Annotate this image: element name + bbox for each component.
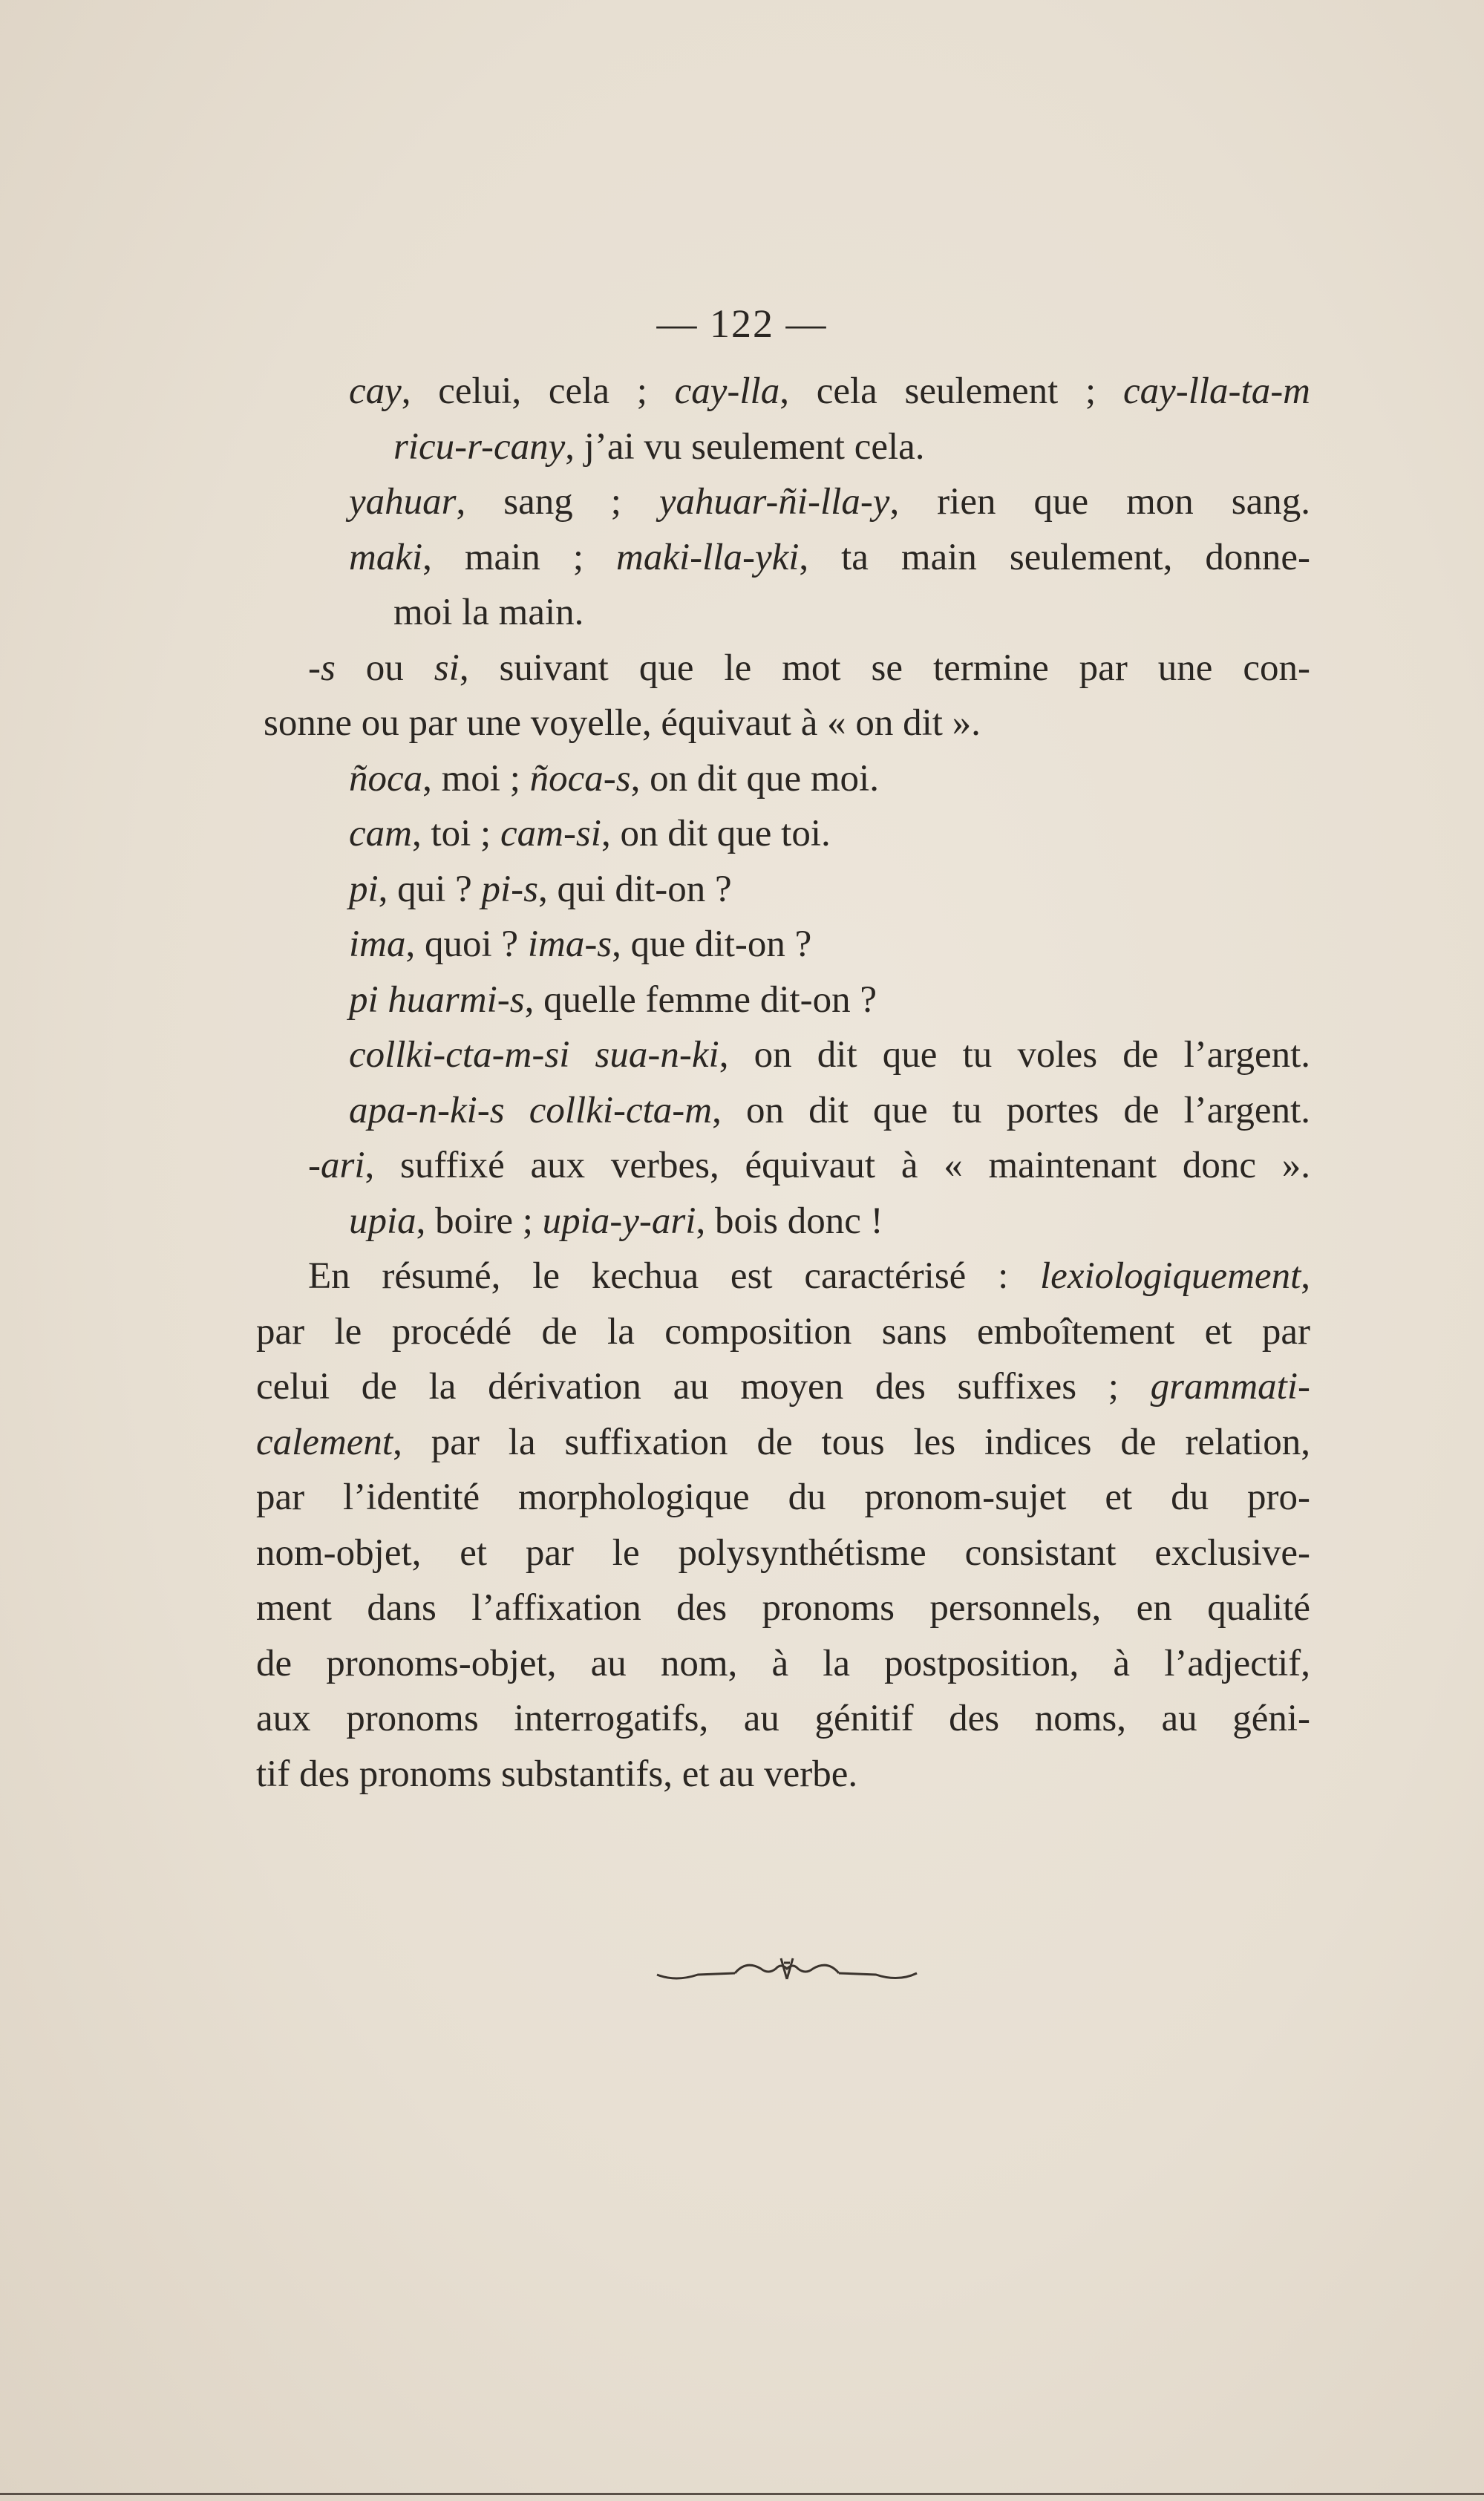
text-segment: , j’ai vu seulement cela. [565, 425, 925, 468]
italic-term: upia [349, 1200, 416, 1242]
text-line [256, 1194, 1310, 1249]
italic-term: apa-n-ki-s collki-cta-m [349, 1089, 713, 1131]
text-line [256, 419, 1310, 475]
text-segment: , qui dit-on ? [537, 868, 732, 910]
italic-term: cay-lla [674, 370, 780, 412]
italic-term: upia-y-ari [542, 1200, 696, 1242]
italic-term: cay [349, 370, 402, 412]
text-segment: nom-objet, et par le polysynthétisme consistant exclusive- [256, 1531, 1310, 1574]
text-segment: , moi ; [422, 757, 530, 800]
text-line [256, 530, 1310, 586]
text-segment: , bois donc ! [696, 1200, 883, 1242]
italic-term: maki [349, 536, 423, 578]
text-segment: , que dit-on ? [612, 923, 812, 965]
text-segment: , quelle femme dit-on ? [524, 978, 877, 1021]
text-segment: , sang ; [456, 481, 659, 523]
text-segment: , on dit que tu portes de l’argent. [712, 1089, 1310, 1131]
text-segment: de pronoms-objet, au nom, à la postposition, à l’adjectif, [256, 1642, 1310, 1684]
text-line [256, 862, 1310, 918]
text-segment: , par la suffixation de tous les indices de relation, [393, 1421, 1310, 1463]
text-line [256, 1470, 1310, 1526]
text-line [256, 917, 1310, 972]
italic-term: -s [308, 647, 336, 689]
italic-term: pi-s [481, 868, 538, 910]
text-line [256, 1747, 1310, 1802]
text-segment: , cela seulement ; [779, 370, 1123, 412]
text-segment: , on dit que moi. [630, 757, 879, 800]
italic-term: calement [256, 1421, 393, 1463]
italic-term: grammati- [1150, 1366, 1310, 1408]
text-segment: moi la main. [393, 592, 584, 633]
italic-term: pi huarmi-s [349, 978, 525, 1021]
italic-term: maki-lla-yki [616, 536, 800, 578]
text-segment: , boire ; [416, 1200, 543, 1242]
page-number: — 122 — [656, 301, 828, 346]
text-line [256, 1249, 1310, 1304]
vignette-flourish-icon [653, 1952, 921, 1990]
text-segment: sonne ou par une voyelle, équivaut à « on dit ». [264, 702, 981, 744]
italic-term: ñoca-s [529, 757, 631, 800]
text-segment: , quoi ? [405, 923, 528, 965]
text-segment: , suffixé aux verbes, équivaut à « maintenant donc ». [365, 1145, 1310, 1186]
text-line [256, 806, 1310, 862]
italic-term: yahuar-ñi-lla-y [658, 481, 890, 523]
text-line [256, 1691, 1310, 1747]
italic-term: si [434, 647, 460, 689]
italic-term: ima [349, 923, 406, 965]
text-segment: , qui ? [378, 868, 482, 910]
text-line [256, 585, 1310, 641]
text-line [256, 1526, 1310, 1581]
text-line [256, 1083, 1310, 1139]
text-segment: par le procédé de la composition sans emboîtement et par [256, 1310, 1310, 1353]
italic-term: ima-s [527, 923, 612, 965]
text-line [256, 1138, 1310, 1194]
text-segment: , on dit que toi. [601, 813, 831, 854]
text-line [256, 641, 1310, 696]
text-line [256, 1415, 1310, 1471]
text-segment: , on dit que tu voles de l’argent. [719, 1034, 1310, 1076]
text-line [256, 474, 1310, 530]
text-line [256, 1636, 1310, 1692]
italic-term: cam-si [500, 813, 601, 854]
text-segment: , celui, cela ; [401, 370, 675, 412]
italic-term: pi [349, 868, 379, 910]
text-segment: , ta main seulement, donne- [799, 536, 1310, 578]
text-segment: ment dans l’affixation des pronoms personnels, en qualité [256, 1587, 1310, 1629]
text-segment: , suivant que le mot se termine par une con- [459, 647, 1310, 689]
italic-term: collki-cta-m-si sua-n-ki [349, 1034, 719, 1076]
text-segment: ou [335, 647, 434, 689]
bottom-edge-rule [0, 2493, 1484, 2495]
text-line [256, 364, 1310, 419]
text-segment: , rien que mon sang. [889, 481, 1310, 523]
text-segment: celui de la dérivation au moyen des suffixes ; [256, 1366, 1151, 1408]
italic-term: ñoca [349, 757, 423, 800]
text-line [256, 1027, 1310, 1083]
italic-term: -ari [308, 1145, 365, 1186]
text-line [256, 751, 1310, 807]
italic-term: cam [349, 813, 412, 854]
text-segment: En résumé, le kechua est caractérisé : [308, 1255, 1041, 1297]
text-line [256, 1359, 1310, 1415]
italic-term: yahuar [349, 481, 457, 523]
text-segment: par l’identité morphologique du pronom-sujet et du pro- [256, 1477, 1310, 1518]
body-text [256, 364, 1310, 1802]
text-segment: tif des pronoms substantifs, et au verbe. [256, 1753, 858, 1795]
italic-term: lexiologiquement [1040, 1255, 1301, 1297]
text-line [256, 972, 1310, 1028]
text-line [256, 1580, 1310, 1636]
text-segment: , main ; [422, 536, 616, 578]
italic-term: ricu-r-cany [393, 425, 566, 468]
italic-term: cay-lla-ta-m [1122, 370, 1311, 412]
text-segment: aux pronoms interrogatifs, au génitif des noms, au géni- [256, 1698, 1310, 1739]
text-segment: , toi ; [411, 813, 500, 854]
text-line [256, 696, 1310, 751]
text-line [256, 1304, 1310, 1360]
text-segment: , [1301, 1255, 1310, 1297]
